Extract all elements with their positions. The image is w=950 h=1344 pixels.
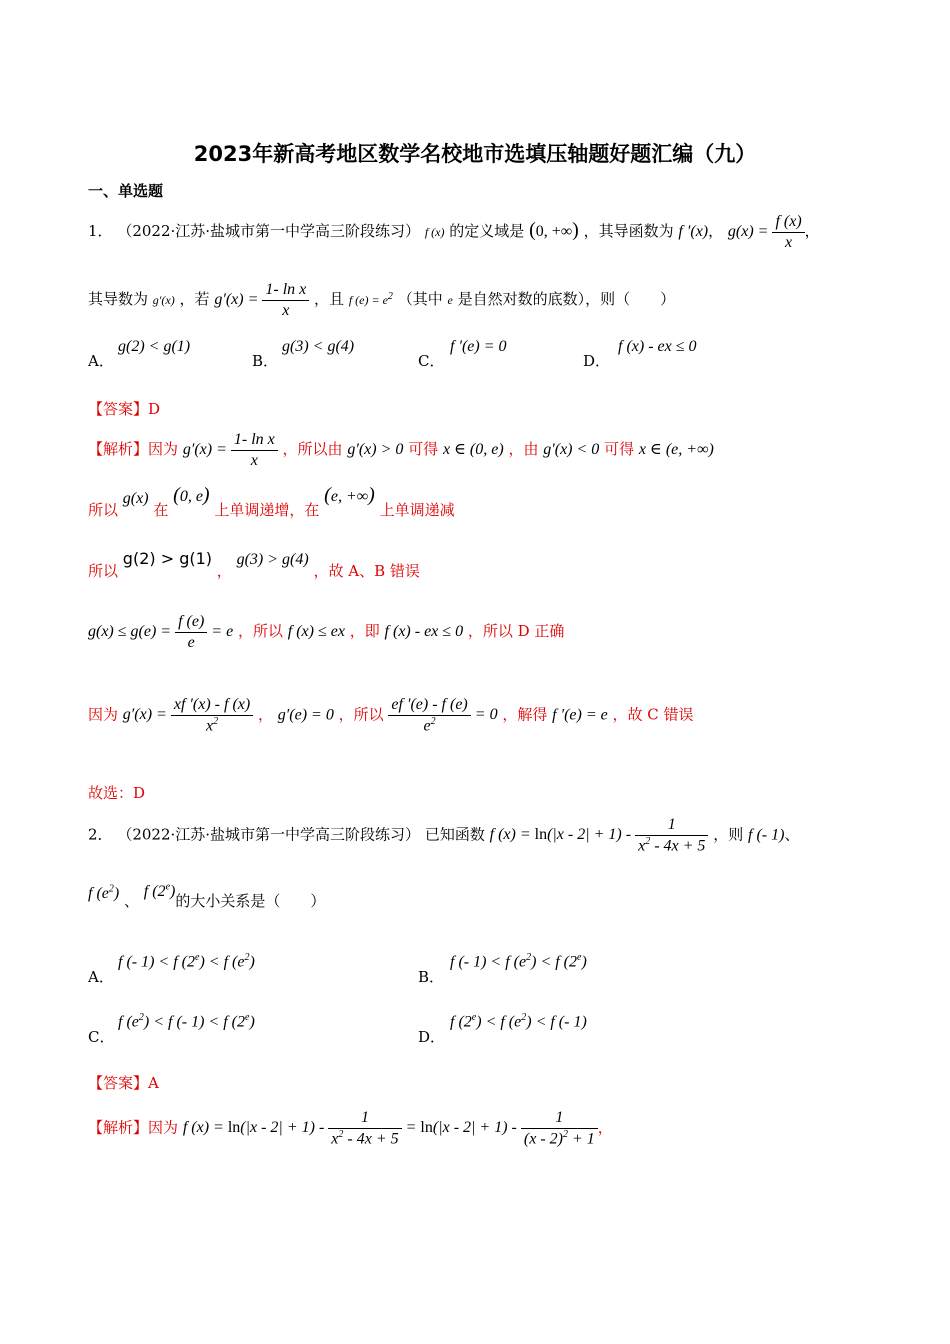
- formula: g(3) > g(4): [236, 551, 309, 568]
- formula: (0, e): [173, 484, 210, 506]
- option-label: A．: [88, 352, 114, 370]
- formula: f ′(x): [678, 223, 709, 241]
- section-heading: 一、单选题: [88, 182, 164, 200]
- formula: g′(x) = $\frac{xf '(x) - f (x)}{x^2}$: [123, 706, 253, 723]
- formula: f (x) = ln(|x - 2| + 1) - $\frac{1}{x^2 - 4x + 5}$ = ln(|x - 2| + 1) - $\frac{1}{(x - 2)^2 + 1}$: [183, 1119, 598, 1136]
- option-label: C．: [418, 352, 445, 370]
- conclusion: 故选：D: [88, 784, 146, 802]
- formula: (0, +∞): [529, 219, 579, 242]
- formula: f (x): [424, 225, 445, 240]
- question-source: （2022·江苏·盐城市第一中学高三阶段练习）: [117, 222, 421, 241]
- option-d-formula: f $(2^e) < f$ $(e^2) < f$ (- 1): [450, 1012, 587, 1031]
- formula: (e, +∞): [324, 484, 375, 506]
- formula: g′(x) > 0: [347, 441, 404, 459]
- formula: f (2e): [143, 881, 176, 900]
- formula: f $(e^2)$: [88, 883, 120, 902]
- option-c-formula: f $(e^2) < f$ (- 1) < f (2e): [118, 1012, 255, 1031]
- question-source: （2022·江苏·盐城市第一中学高三阶段练习）: [117, 825, 421, 844]
- formula: g′(e) = 0: [277, 706, 334, 724]
- option-label: D．: [418, 1028, 446, 1046]
- formula: $\frac{ef '(e) - f (e)}{e^2}$ = 0: [388, 706, 497, 723]
- option-label: A．: [88, 968, 114, 986]
- option-c-formula: f ′(e) = 0: [450, 338, 507, 355]
- answer-line: 【答案】A: [88, 1074, 159, 1092]
- option-label: C．: [88, 1028, 115, 1046]
- analysis-line-1: 【解析】因为 f (x) = ln(|x - 2| + 1) - $\frac{1}{x^2 - 4x + 5}$ = ln(|x - 2| + 1) - $\frac{1}{(x - 2)^2 + 1}$ ，: [88, 1109, 613, 1148]
- formula: f (x) ≤ ex: [287, 623, 345, 641]
- formula: g(2) > g(1): [122, 549, 213, 568]
- option-a-formula: g(2) < g(1): [118, 338, 191, 355]
- analysis-line-3: 所以 g(2) > g(1) ， g(3) > g(4) ，故 A、B 错误: [88, 549, 420, 580]
- question-number: 2．: [88, 825, 113, 844]
- question-number: 1．: [88, 222, 113, 241]
- option-b-formula: g(3) < g(4): [282, 338, 355, 355]
- answer-line: 【答案】D: [88, 400, 161, 418]
- analysis-line-2: 所以 g(x) 在 (0, e) 上单调递增，在 (e, +∞) 上单调递减: [88, 484, 455, 519]
- formula: f $(e) = e^2$: [348, 291, 393, 308]
- formula: x ∈ (e, +∞): [638, 441, 714, 459]
- formula: f (x) = ln(|x - 2| + 1) - $\frac{1}{x^2 - 4x + 5}$: [490, 826, 709, 843]
- formula: g′(x) = $\frac{\text{1- ln x}}{x}$: [183, 441, 278, 458]
- formula: g(x) ≤ g(e) = $\frac{f (e)}{e}$ = e: [88, 613, 234, 651]
- option-b-formula: f (- 1) < f $(e^2) < f$ (2e): [450, 952, 587, 971]
- question-1-line-1: 1． （2022·江苏·盐城市第一中学高三阶段练习） f (x) 的定义域是 (0, +∞) ，其导函数为 f ′(x)， g(x) = $\frac{f (x)}{x}$ ，: [88, 213, 820, 251]
- option-label: B．: [418, 968, 445, 986]
- formula: g′(x): [152, 293, 175, 308]
- question-2-line-1: 2． （2022·江苏·盐城市第一中学高三阶段练习） 已知函数 f (x) = ln(|x - 2| + 1) - $\frac{1}{x^2 - 4x + 5}$ ，则 f (- 1)、: [88, 816, 800, 855]
- formula: f (- 1): [748, 826, 785, 844]
- formula: f (x) - ex ≤ 0: [384, 623, 464, 641]
- formula: f ′(e) = e: [552, 706, 608, 724]
- question-1-line-2: 其导数为 g′(x) ，若 g′(x) = $\frac{\text{1- ln x}}{x}$ ，且 f $(e) = e^2$ （其中 e 是自然对数的底数），则（ ）: [88, 281, 676, 319]
- option-a-formula: f (- 1) < f $(2^e) < f$ $(e^2)$: [118, 952, 255, 971]
- option-d-formula: f (x) - ex ≤ 0: [618, 338, 697, 355]
- formula: g(x) = $\frac{f (x)}{x}$: [728, 223, 805, 240]
- question-2-line-2: f $(e^2)$ 、 f (2e)的大小关系是（ ）: [88, 881, 326, 910]
- formula: x ∈ (0, e): [442, 441, 504, 459]
- formula: g′(x) < 0: [543, 441, 600, 459]
- analysis-line-1: 【解析】因为 g′(x) = $\frac{\text{1- ln x}}{x}$ ，所以由 g′(x) > 0 可得 x ∈ (0, e) ，由 g′(x) < 0 可得 x ∈ (e, +∞): [88, 431, 714, 469]
- page-title: 2023年新高考地区数学名校地市选填压轴题好题汇编（九）: [193, 142, 757, 166]
- formula: g′(x) = $\frac{\text{1- ln x}}{x}$: [214, 291, 309, 308]
- formula: g(x): [122, 490, 149, 507]
- analysis-line-5: 因为 g′(x) = $\frac{xf '(x) - f (x)}{x^2}$ ， g′(e) = 0 ，所以 $\frac{ef '(e) - f (e)}{e^2}$ = 0 ，解得 f ′(e) = e ，故 C 错误: [88, 696, 694, 735]
- analysis-line-4: g(x) ≤ g(e) = $\frac{f (e)}{e}$ = e ，所以 f (x) ≤ ex ，即 f (x) - ex ≤ 0 ，所以 D 正确: [88, 613, 565, 651]
- option-label: B．: [252, 352, 279, 370]
- option-label: D．: [583, 352, 611, 370]
- formula: e: [447, 293, 453, 308]
